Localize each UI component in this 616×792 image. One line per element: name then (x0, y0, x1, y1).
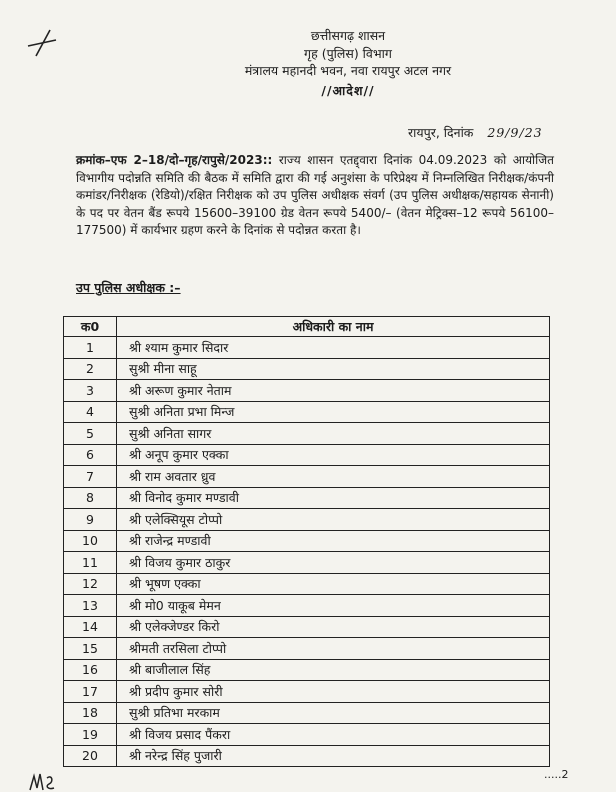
serial-number: 12 (64, 573, 117, 595)
handwritten-signature (28, 768, 68, 792)
serial-number: 4 (64, 401, 117, 423)
officer-name: श्री अरूण कुमार नेताम (117, 380, 550, 402)
officer-name: श्री एलेक्सियूस टोप्पो (117, 509, 550, 531)
serial-number: 2 (64, 358, 117, 380)
table-header-row (64, 317, 550, 337)
officer-name-header: अधिकारी का नाम (117, 317, 550, 337)
serial-number: 8 (64, 487, 117, 509)
officers-table (63, 316, 550, 767)
table-row (64, 466, 550, 488)
section-heading: उप पुलिस अधीक्षक :– (76, 280, 181, 295)
officer-name: श्री बाजीलाल सिंह (117, 659, 550, 681)
table-row (64, 423, 550, 445)
table-row (64, 724, 550, 746)
table-row (64, 358, 550, 380)
table-row (64, 530, 550, 552)
next-page-indicator: .....2 (544, 768, 569, 781)
date-label: रायपुर, दिनांक (408, 125, 474, 140)
serial-number: 14 (64, 616, 117, 638)
officer-name: श्री नरेन्द्र सिंह पुजारी (117, 745, 550, 767)
serial-header: क0 (64, 317, 117, 337)
serial-number: 11 (64, 552, 117, 574)
officer-name: श्री एलेक्जेण्डर किरो (117, 616, 550, 638)
serial-number: 16 (64, 659, 117, 681)
officer-name: श्री अनूप कुमार एक्का (117, 444, 550, 466)
serial-number: 3 (64, 380, 117, 402)
serial-number: 20 (64, 745, 117, 767)
table-row (64, 401, 550, 423)
serial-number: 13 (64, 595, 117, 617)
table-row (64, 487, 550, 509)
serial-number: 15 (64, 638, 117, 660)
table-row (64, 595, 550, 617)
table-row (64, 552, 550, 574)
ministry-address: मंत्रालय महानदी भवन, नवा रायपुर अटल नगर (244, 63, 452, 78)
table-row (64, 380, 550, 402)
officer-name: सुश्री अनिता प्रभा मिन्ज (117, 401, 550, 423)
table-row (64, 745, 550, 767)
officer-name: श्री भूषण एक्का (117, 573, 550, 595)
department-name: गृह (पुलिस) विभाग (304, 46, 392, 61)
officer-name: सुश्री मीना साहू (117, 358, 550, 380)
serial-number: 5 (64, 423, 117, 445)
order-reference: क्रमांक–एफ 2–18/दो–गृह/रापुसे/2023:: (76, 153, 273, 167)
government-name: छत्तीसगढ़ शासन (310, 28, 386, 43)
officer-name: श्री राजेन्द्र मण्डावी (117, 530, 550, 552)
table-row (64, 638, 550, 660)
officer-name: सुश्री प्रतिभा मरकाम (117, 702, 550, 724)
table-row (64, 702, 550, 724)
order-title: //आदेश// (321, 83, 375, 98)
officer-name: श्री विजय प्रसाद पैंकरा (117, 724, 550, 746)
officer-name: श्रीमती तरसिला टोप्पो (117, 638, 550, 660)
table-row (64, 573, 550, 595)
table-row (64, 337, 550, 359)
table-row (64, 659, 550, 681)
table-row (64, 444, 550, 466)
table-row (64, 616, 550, 638)
officer-name: श्री श्याम कुमार सिदार (117, 337, 550, 359)
handwritten-date: 29/9/23 (487, 125, 543, 140)
table-row (64, 681, 550, 703)
officer-name: श्री प्रदीप कुमार सोरी (117, 681, 550, 703)
officer-name: श्री राम अवतार ध्रुव (117, 466, 550, 488)
officer-name: श्री मो0 याकूब मेमन (117, 595, 550, 617)
serial-number: 18 (64, 702, 117, 724)
dateline (408, 124, 543, 141)
serial-number: 19 (64, 724, 117, 746)
officer-name: श्री विनोद कुमार मण्डावी (117, 487, 550, 509)
serial-number: 9 (64, 509, 117, 531)
serial-number: 7 (64, 466, 117, 488)
table-row (64, 509, 550, 531)
officer-name: सुश्री अनिता सागर (117, 423, 550, 445)
serial-number: 6 (64, 444, 117, 466)
serial-number: 10 (64, 530, 117, 552)
officer-name: श्री विजय कुमार ठाकुर (117, 552, 550, 574)
serial-number: 17 (64, 681, 117, 703)
order-body (76, 152, 554, 240)
order-text: राज्य शासन एतद्द्वारा दिनांक 04.09.2023 को आयोजित विभागीय पदोन्नति समिति की बैठक में समिति द्वारा की गई अनुशंसा के परिप्रेक्ष्य में निम्नलिखित निरीक्षक/कंपनी कमांडर/निरीक्षक (रेडियो)/रक्षित निरीक्षक को उप पुलिस अधीक्षक संवर्ग (उप पुलिस अधीक्षक/सहायक सेनानी) के पद पर वेतन बैंड रूपये 15600–39100 ग्रेड वेतन रूपये 5400/– (वेतन मेट्रिक्स–12 रूपये 56100–177500) में कार्यभार ग्रहण करने के दिनांक से पदोन्नत करता है। (76, 153, 554, 238)
serial-number: 1 (64, 337, 117, 359)
